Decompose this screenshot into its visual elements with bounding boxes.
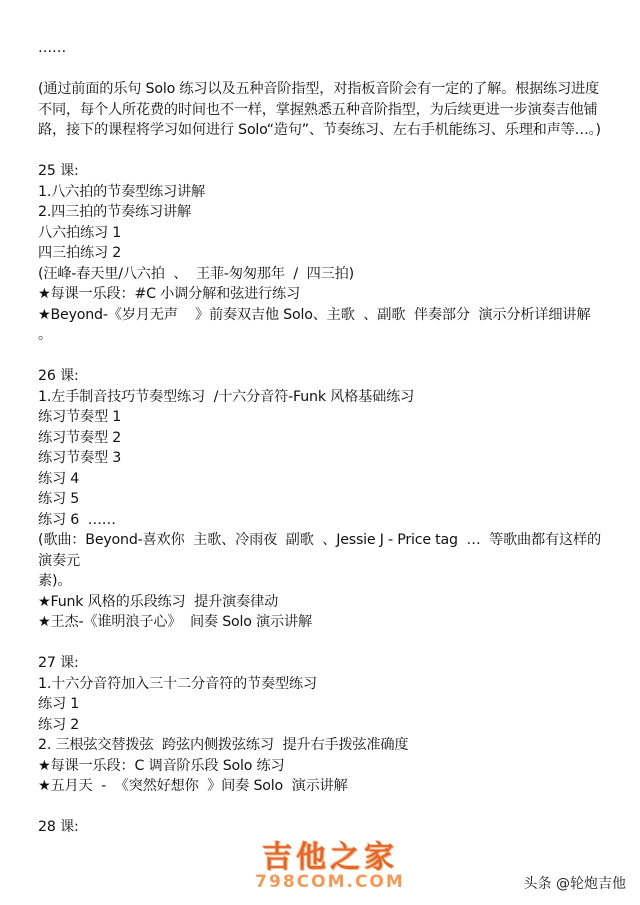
text-line: …… bbox=[38, 40, 66, 56]
text-line: ★每课一乐段：#C 小调分解和弦进行练习 bbox=[38, 286, 301, 302]
text-line: 练习 4 bbox=[38, 470, 80, 487]
site-watermark-logo bbox=[250, 832, 410, 902]
blank-line bbox=[38, 797, 610, 818]
text-line: 练习节奏型 3 bbox=[38, 450, 122, 466]
author-credit: 头条 @轮炮吉他 bbox=[523, 876, 626, 892]
blank-line bbox=[38, 141, 610, 162]
text-line: 练习节奏型 2 bbox=[38, 429, 122, 446]
text-line: (歌曲：Beyond-喜欢你 主歌、冷雨夜 副歌 、Jessie J - Price tag … 等歌曲都有这样的演奏元 bbox=[38, 532, 601, 569]
text-line: 28 课: bbox=[38, 819, 79, 835]
text-line: 练习节奏型 1 bbox=[38, 409, 122, 425]
text-line: ★Funk 风格的乐段练习 提升演奏律动 bbox=[38, 593, 279, 610]
text-line: 2. 三根弦交替拨弦 跨弦内侧拨弦练习 提升右手拨弦准确度 bbox=[38, 737, 409, 753]
blank-line bbox=[38, 346, 610, 367]
text-line: 27 课: bbox=[38, 655, 79, 671]
watermark-site-domain: 798COM.COM bbox=[255, 872, 405, 892]
text-line: 2.四三拍的节奏练习讲解 bbox=[38, 204, 192, 220]
blank-line bbox=[38, 59, 610, 80]
text-line: 1.左手制音技巧节奏型练习 /十六分音符-Funk 风格基础练习 bbox=[38, 388, 415, 405]
text-line: 练习 1 bbox=[38, 696, 80, 712]
text-line: 练习 2 bbox=[38, 716, 80, 733]
text-line: 四三拍练习 2 bbox=[38, 245, 122, 261]
document-body bbox=[38, 38, 610, 838]
text-line: ★每课一乐段：C 调音阶乐段 Solo 练习 bbox=[38, 757, 285, 774]
text-line: ★Beyond-《岁月无声 》前奏双吉他 Solo、主歌 、副歌 伴奏部分 演示分析详细讲解 。 bbox=[38, 306, 599, 343]
watermark-site-name: 吉他之家 bbox=[262, 840, 398, 875]
text-line: ★王杰-《谁明浪子心》 间奏 Solo 演示讲解 bbox=[38, 614, 312, 630]
blank-line bbox=[38, 633, 610, 654]
text-line: (汪峰-春天里/八六拍 、 王菲-匆匆那年 / 四三拍) bbox=[38, 265, 354, 282]
text-line: 25 课: bbox=[38, 163, 79, 179]
text-line: 八六拍练习 1 bbox=[38, 224, 122, 241]
text-line: 26 课: bbox=[38, 368, 79, 384]
text-line: 练习 5 bbox=[38, 491, 80, 507]
text-line: (通过前面的乐句 Solo 练习以及五种音阶指型，对指板音阶会有一定的了解。根据练习进度不同，每个人所花费的时间也不一样，掌握熟悉五种音阶指型，为后续更进一步演奏吉他铺路，接下的课程将学习如何进行 Solo“造句”、节奏练习、左右手机能练习、乐理和声等…。) bbox=[38, 81, 601, 138]
text-line: 练习 6 …… bbox=[38, 511, 116, 528]
text-line: 素)。 bbox=[38, 573, 72, 589]
text-line: 1.十六分音符加入三十二分音符的节奏型练习 bbox=[38, 675, 317, 692]
text-line: 1.八六拍的节奏型练习讲解 bbox=[38, 183, 205, 200]
text-line: ★五月天 - 《突然好想你 》间奏 Solo 演示讲解 bbox=[38, 778, 348, 794]
